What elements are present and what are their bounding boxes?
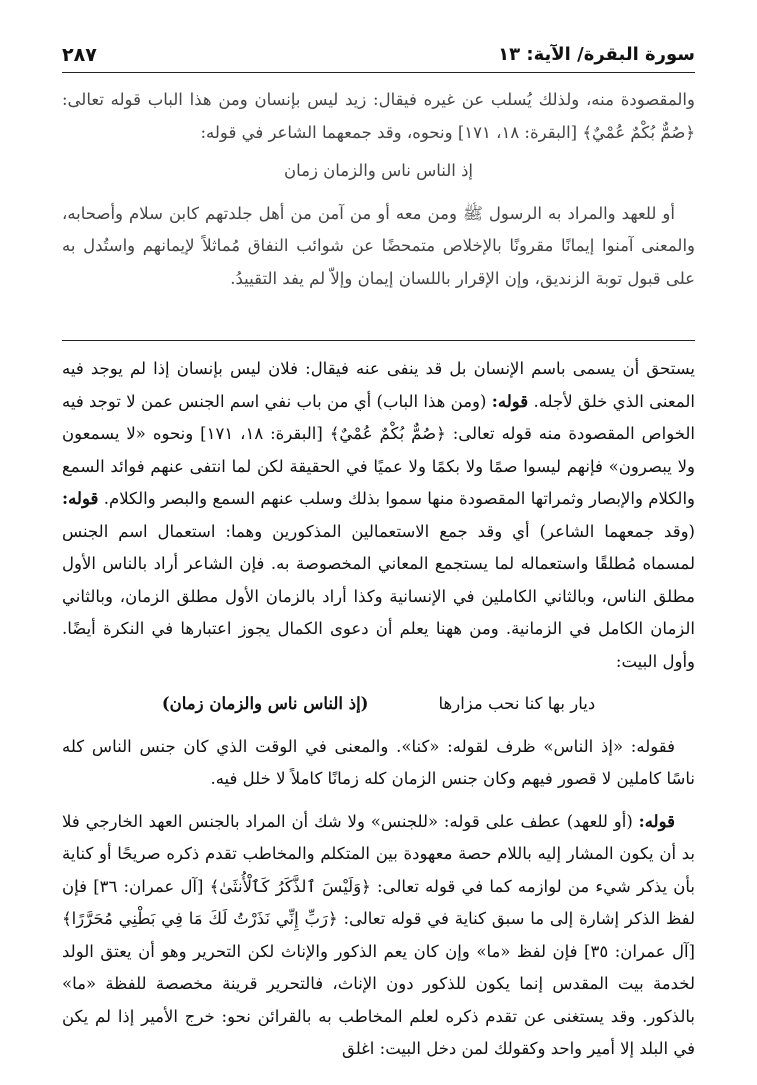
poem-first-half: ديار بها كنا نحب مزارها — [438, 694, 596, 713]
commentary-text-run: (أو للعهد) عطف على قوله: «للجنس» ولا شك أن المراد بالجنس العهد الخارجي فلا بد أن يكون المشار إليه باللام حصة معهودة بين المتكلم والمخاطب تقدم ذكره صريحًا أو كناية بأن يذكر شيء من لوازمه كما في قوله تعالى: ﴿وَلَيْسَ ٱلذَّكَرُ كَٱلْأُنثَىٰ﴾ [آل عمران: ٣٦] فإن لفظ الذكر إشارة إلى ما سبق كناية في قوله تعالى: ﴿رَبِّ إِنِّي نَذَرْتُ لَكَ مَا فِي بَطْنِي مُحَرَّرًا﴾ [آل عمران: ٣٥] فإن لفظ «ما» وإن كان يعم الذكور والإناث لكن التحرير وهو أن يعتق الولد لخدمة بيت المقدس إنما يكون للذكور دون الإناث، فالتحرير قرينة مخصصة للفظة «ما» بالذكور. وقد يستغنى عن تقدم ذكره لعلم المخاطب به بالقرائن نحو: خرج الأمير إذا لم يكن في البلد إلا أمير واحد وكقولك لمن دخل البيت: اغلق — [62, 811, 696, 1058]
commentary-paragraph — [62, 806, 695, 1066]
commentary-paragraph: فقوله: «إذ الناس» ظرف لقوله: «كنا». والمعنى في الوقت الذي كان جنس الناس كله ناسًا كاملين لا قصور فيهم وكان جنس الزمان كله زمانًا كاملاً لا خلل فيه. — [62, 736, 695, 788]
keyword-qawluhu: قوله: — [62, 489, 99, 508]
page-number: ٢٨٧ — [62, 44, 97, 66]
keyword-qawluhu: قوله: — [491, 391, 529, 411]
commentary-text-run: (وقد جمعهما الشاعر) أي وقد جمع الاستعمالين المذكورين وهما: استعمال اسم الجنس لمسماه مُطلقًا واستعماله لما يستجمع المعاني المخصوصة به. فإن الشاعر أراد بالناس الأول مطلق الناس، وبالثاني الكاملين في الإنسانية وكذا أراد بالزمان الأول مطلق الزمان، وبالثاني الزمان الكامل في الزمانية. ومن ههنا يعلم أن دعوى الكمال يجوز اعتبارها في النكرة أيضًا. وأول البيت: — [62, 521, 695, 671]
commentary-paragraph — [62, 353, 695, 678]
commentary-text-run: (ومن هذا الباب) أي من باب نفي اسم الجنس عمن لا توجد فيه الخواص المقصودة منه قوله تعالى: ﴿صُمٌّ بُكْمٌ عُمْيٌ﴾ [البقرة: ١٨، ١٧١] ونحوه «لا يسمعون ولا يبصرون» فإنهم ليسوا صمًا ولا بكمًا ولا عميًا في الحقيقة لكن لما انتفى عنهم فوائد السمع والكلام والإبصار وثمراتها المقصودة منها سموا بذلك وسلب عنهم السمع والبصر والكلام. — [62, 391, 695, 508]
quoted-verse: إذ الناس ناس والزمان زمان — [283, 161, 474, 180]
section-divider — [62, 340, 695, 341]
running-title: سورة البقرة/ الآية: ١٣ — [498, 44, 695, 65]
poem-second-half: (إذ الناس ناس والزمان زمان) — [161, 694, 369, 713]
commentary-text-run: يستحق أن يسمى باسم الإنسان بل قد ينفى عنه فيقال: فلان ليس بإنسان إذا لم يوجد فيه المعنى الذي خلق لأجله. — [62, 359, 695, 411]
poem-line — [62, 688, 695, 721]
main-paragraph: أو للعهد والمراد به الرسول ﷺ ومن معه أو من آمن من أهل جلدتهم كابن سلام وأصحابه، والمعنى آمنوا إيمانًا مقرونًا بالإخلاص متمحضًا عن شوائب النفاق مُماثلاً لإيمانهم واستُدل به على قبول توبة الزنديق، وإن الإقرار باللسان إيمان وإلاّ لم يفد التقييدُ. — [62, 203, 695, 288]
page-header — [62, 38, 695, 73]
commentary-text — [62, 353, 695, 1066]
main-paragraph: والمقصودة منه، ولذلك يُسلب عن غيره فيقال: زيد ليس بإنسان ومن هذا الباب قوله تعالى: ﴿صُمٌّ بُكْمٌ عُمْيٌ﴾ [البقرة: ١٨، ١٧١] ونحوه، وقد جمعهما الشاعر في قوله: — [62, 90, 695, 142]
main-text — [62, 84, 695, 295]
keyword-qawluhu: قوله: — [638, 811, 675, 831]
